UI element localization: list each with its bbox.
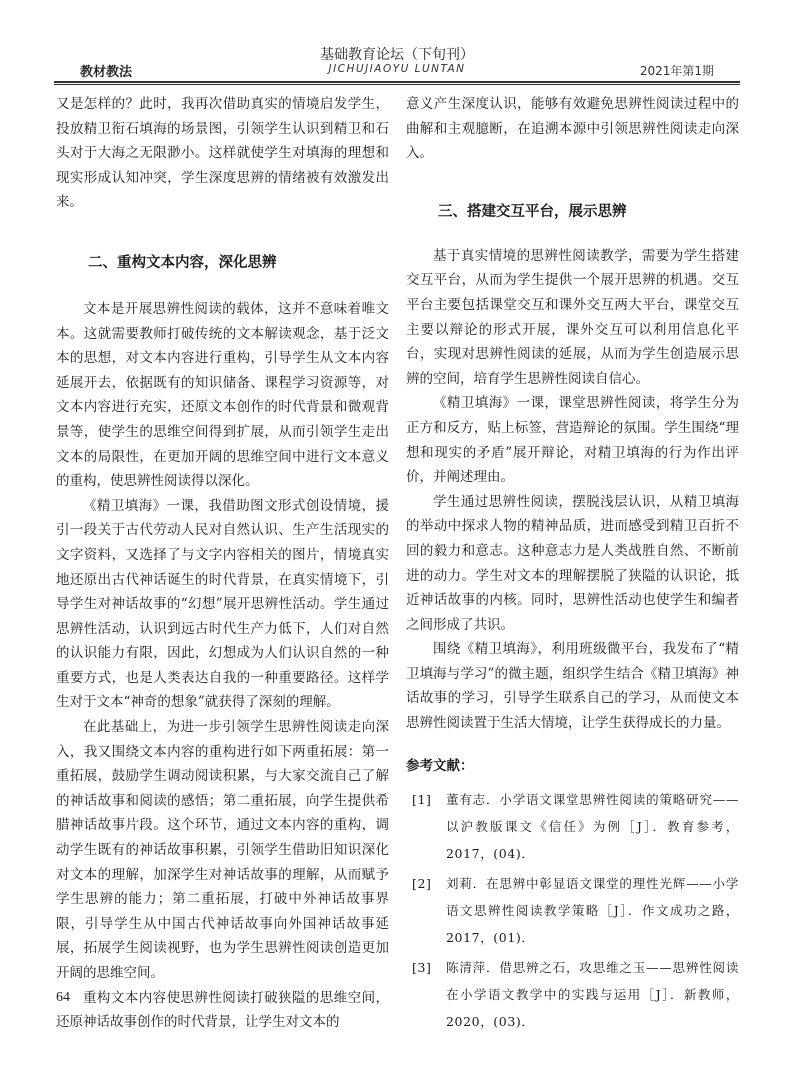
paragraph: 重构文本内容使思辨性阅读打破狭隘的思维空间，还原神话故事创作的时代背景，让学生对文本的	[56, 989, 389, 1031]
paragraph: 《精卫填海》一课，课堂思辨性阅读，将学生分为正方和反方，贴上标签，营造辩论的氛围。学生围绕“理想和现实的矛盾”展开辩论，对精卫填海的行为作出评价，并阐述理由。	[406, 395, 739, 486]
right-column	[406, 92, 739, 1038]
left-column	[56, 92, 389, 1035]
reference-text: 董有志．小学语文课堂思辨性阅读的策略研究——以沪教版课文《信任》为例［J］．教育参考，2017，(04)．	[446, 791, 739, 861]
reference-number: [1]	[412, 791, 432, 807]
paragraph: 在此基础上，为进一步引领学生思辨性阅读走向深入，我又围绕文本内容的重构进行如下两重拓展：第一重拓展，鼓励学生调动阅读积累，与大家交流自己了解的神话故事和阅读的感悟；第二重拓展，向学生提供希腊神话故事片段。这个环节，通过文本内容的重构，调动学生既有的神话故事积累，引领学生借助旧知识深化对文本的理解，加深学生对神话故事的理解，从而赋予学生思辨的能力；第二重拓展，打破中外神话故事界限，引导学生从中国古代神话故事向外国神话故事延展，拓展学生阅读视野，也为学生思辨性阅读创造更加开阔的思维空间。	[56, 719, 389, 981]
journal-title: 基础教育论坛（下旬刊）	[320, 47, 474, 63]
paragraph: 围绕《精卫填海》，利用班级微平台，我发布了“精卫填海与学习”的微主题，组织学生结合《精卫填海》神话故事的学习，引导学生联系自己的学习，从而使文本思辨性阅读置于生活大情境，让学生获得成长的力量。	[406, 641, 739, 732]
paragraph: 文本是开展思辨性阅读的载体，这并不意味着唯文本。这就需要教师打破传统的文本解读观念，基于泛文本的思想，对文本内容进行重构，引导学生从文本内容延展开去，依据既有的知识储备、课程学习资源等，对文本内容进行充实，还原文本创作的时代背景和微观背景等，使学生的思维空间得到扩展，从而引领学生走出文本的局限性，在更加开阔的思维空间中进行文本意义的重构，使思辨性阅读得以深化。	[56, 300, 389, 490]
page-header	[0, 0, 794, 80]
section-heading: 三、搭建交互平台，展示思辨	[438, 203, 627, 220]
paragraph: 意义产生深度认识，能够有效避免思辨性阅读过程中的曲解和主观臆断，在追溯本源中引领思辨性阅读走向深入。	[406, 96, 739, 162]
reference-number: [3]	[412, 959, 432, 975]
reference-text: 刘莉．在思辨中彰显语文课堂的理性光辉——小学语文思辨性阅读教学策略［J］．作文成功之路，2017，(01)．	[446, 875, 739, 945]
reference-number: [2]	[412, 875, 432, 891]
reference-item	[406, 786, 739, 867]
references-title: 参考文献：	[406, 757, 474, 774]
paragraph: 《精卫填海》一课，我借助图文形式创设情境，援引一段关于古代劳动人民对自然认识、生产生活现实的文字资料，又选择了与文字内容相关的图片，情境真实地还原出古代神话诞生的时代背景，在真实情境下，引导学生对神话故事的“幻想”展开思辨性活动。学生通过思辨性活动，认识到远古时代生产力低下，人们对自然的认识能力有限，因此，幻想成为人们认识自然的一种重要方式，也是人类表达自我的一种重要路径。这样学生对于文本“神奇的想象”就获得了深刻的理解。	[56, 497, 389, 711]
section-heading: 二、重构文本内容，深化思辨	[88, 254, 277, 271]
journal-pinyin: JICHUJIAOYU LUNTAN	[328, 63, 466, 75]
reference-item	[406, 870, 739, 951]
header-rule-thick	[54, 81, 740, 83]
paragraph: 又是怎样的？此时，我再次借助真实的情境启发学生，投放精卫衔石填海的场景图，引领学生认识到精卫和石头对于大海之无限渺小。这样就使学生对填海的理想和现实形成认知冲突，学生深度思辨的情绪被有效激发出来。	[56, 96, 389, 211]
paragraph: 基于真实情境的思辨性阅读教学，需要为学生搭建交互平台，从而为学生提供一个展开思辨的机遇。交互平台主要包括课堂交互和课外交互两大平台，课堂交互主要以辩论的形式开展，课外交互可以利用信息化平台，实现对思辨性阅读的延展，从而为学生创造展示思辨的空间，培育学生思辨性阅读自信心。	[406, 247, 739, 387]
reference-text: 陈清萍．借思辨之石，攻思维之玉——思辨性阅读在小学语文教学中的实践与运用［J］．新教师，2020，(03)．	[446, 959, 739, 1029]
reference-item	[406, 954, 739, 1035]
section-name: 教材教法	[80, 65, 133, 80]
page-number: 64	[56, 990, 70, 1005]
header-rule-thin	[54, 84, 740, 85]
paragraph: 学生通过思辨性阅读，摆脱浅层认识，从精卫填海的举动中探求人物的精神品质，进而感受到精卫百折不回的毅力和意志。这种意志力是人类战胜自然、不断前进的动力。学生对文本的理解摆脱了狭隘的认识论，抵近神话故事的内核。同时，思辨性活动也使学生和编者之间形成了共识。	[406, 493, 739, 633]
issue-label: 2021年第1期	[639, 64, 714, 78]
